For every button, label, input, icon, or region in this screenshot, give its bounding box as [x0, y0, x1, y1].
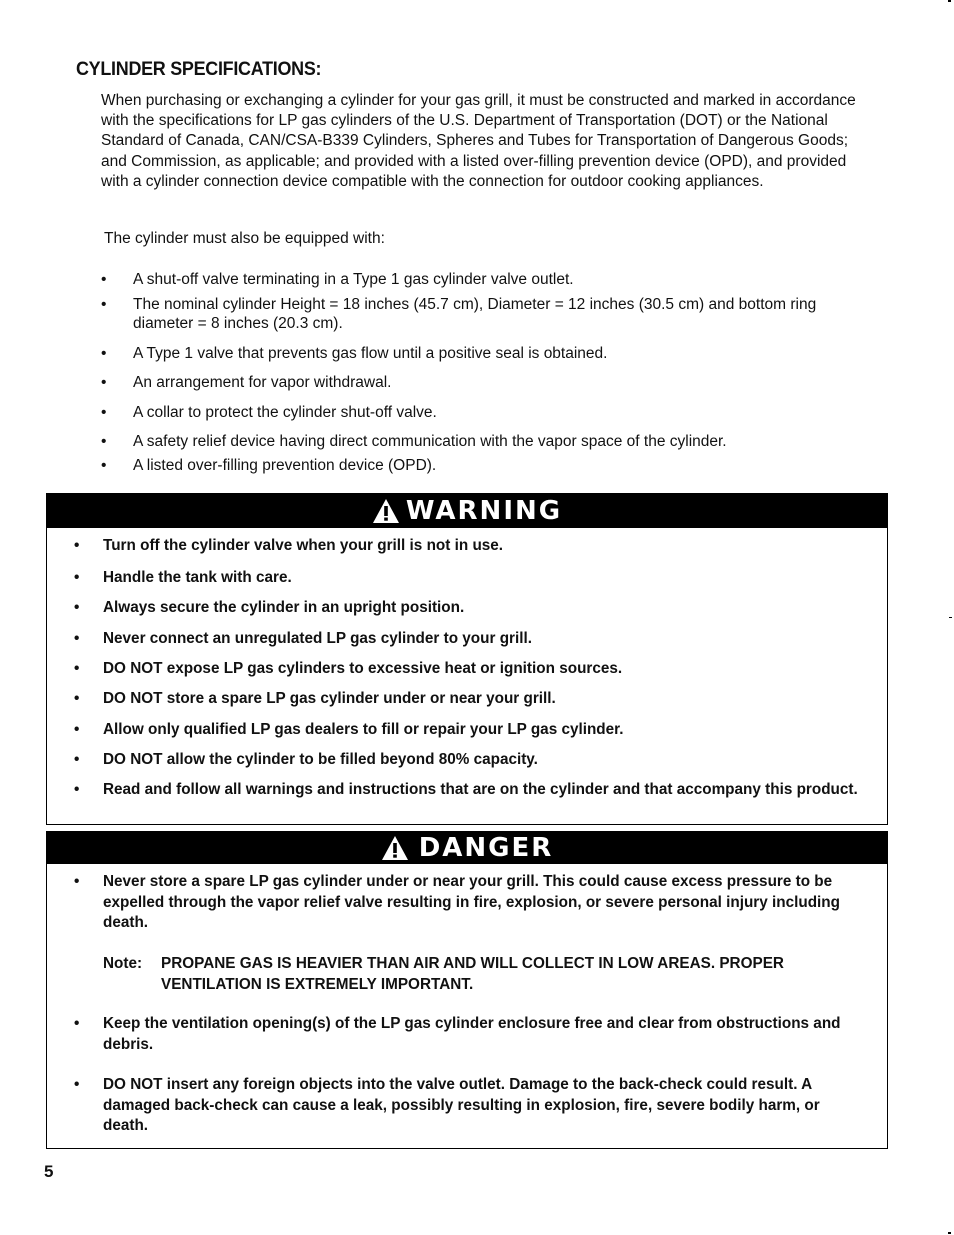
note-text: PROPANE GAS IS HEAVIER THAN AIR AND WILL COLLECT IN LOW AREAS. PROPER VENTILATION IS EXTREMELY IMPORTANT.: [161, 955, 784, 993]
crop-mark: [948, 0, 951, 2]
bullet: •: [74, 660, 80, 677]
list-item: • A listed over-filling prevention device (OPD).: [101, 456, 437, 474]
equipment-lead: The cylinder must also be equipped with:: [104, 230, 385, 247]
bullet: •: [101, 403, 107, 421]
crop-mark: [949, 617, 952, 618]
bullet: •: [74, 873, 80, 890]
list-item: • The nominal cylinder Height = 18 inches (45.7 cm), Diameter = 12 inches (30.5 cm) and bottom ring diameter = 8 inches (20.3 cm).: [101, 295, 817, 332]
danger-triangle-icon: [381, 835, 409, 861]
list-item: • Turn off the cylinder valve when your grill is not in use.: [74, 536, 863, 557]
bullet: •: [101, 433, 107, 450]
list-item: • Never connect an unregulated LP gas cylinder to your grill.: [74, 629, 863, 650]
bullet: •: [101, 344, 107, 362]
bullet: •: [74, 537, 80, 554]
bullet: •: [74, 1076, 80, 1093]
list-item: • DO NOT insert any foreign objects into the valve outlet. Damage to the back-check could result. A damaged back-check can cause a leak, possibly resulting in explosion, fire, severe bodily harm, or death.: [74, 1076, 820, 1134]
warning-header: [47, 494, 887, 528]
list-item: • Handle the tank with care.: [74, 568, 863, 589]
bullet: •: [74, 781, 80, 798]
bullet: •: [74, 569, 80, 586]
list-item: • A Type 1 valve that prevents gas flow until a positive seal is obtained.: [101, 344, 608, 362]
danger-box: [46, 831, 888, 1149]
bullet: •: [74, 751, 80, 768]
bullet: •: [101, 271, 107, 288]
list-item: • Allow only qualified LP gas dealers to fill or repair your LP gas cylinder.: [74, 720, 863, 741]
list-item: • A collar to protect the cylinder shut-off valve.: [101, 403, 437, 421]
list-item: • Read and follow all warnings and instructions that are on the cylinder and that accompany this product.: [74, 780, 863, 801]
spec-list: [101, 270, 861, 475]
section-heading: CYLINDER SPECIFICATIONS:: [76, 58, 322, 80]
list-item: • An arrangement for vapor withdrawal.: [101, 374, 392, 391]
note-label: Note:: [103, 955, 143, 972]
list-item: • DO NOT allow the cylinder to be filled beyond 80% capacity.: [74, 750, 863, 771]
warning-box: [46, 493, 888, 825]
list-item: • A shut-off valve terminating in a Type 1 gas cylinder valve outlet.: [101, 271, 574, 288]
bullet: •: [74, 690, 80, 707]
warning-title: WARNING: [405, 496, 563, 526]
bullet: •: [74, 630, 80, 647]
crop-mark: [948, 1232, 951, 1234]
list-item: • A safety relief device having direct communication with the vapor space of the cylinder.: [101, 433, 727, 450]
danger-title: DANGER: [418, 833, 554, 863]
intro-paragraph: When purchasing or exchanging a cylinder for your gas grill, it must be constructed and marked in accordance with the specifications for LP gas cylinders of the U.S. Department of Transportation (DOT) or the National Standard of Canada, CAN/CSA-B339 Cylinders, Spheres and Tubes for Transportation of Dangerous Goods; and Commission, as applicable; and provided with a listed over-filling prevention device (OPD), and provided with a cylinder connection device compatible with the connection for outdoor cooking appliances.: [101, 92, 856, 190]
danger-header: [47, 832, 887, 864]
bullet: •: [101, 295, 107, 313]
page-number: 5: [44, 1162, 54, 1181]
list-item: • DO NOT store a spare LP gas cylinder under or near your grill.: [74, 689, 863, 710]
list-item: • Keep the ventilation opening(s) of the LP gas cylinder enclosure free and clear from obstructions and debris.: [74, 1015, 841, 1053]
list-item: • Never store a spare LP gas cylinder under or near your grill. This could cause excess pressure to be expelled through the vapor relief valve resulting in fire, explosion, or severe personal injury including death.: [74, 873, 840, 931]
bullet: •: [101, 374, 107, 391]
bullet: •: [74, 1015, 80, 1032]
warning-triangle-icon: [372, 498, 400, 524]
list-item: • Always secure the cylinder in an upright position.: [74, 598, 863, 619]
bullet: •: [101, 456, 107, 474]
list-item: • DO NOT expose LP gas cylinders to excessive heat or ignition sources.: [74, 659, 863, 680]
bullet: •: [74, 721, 80, 738]
bullet: •: [74, 599, 80, 616]
